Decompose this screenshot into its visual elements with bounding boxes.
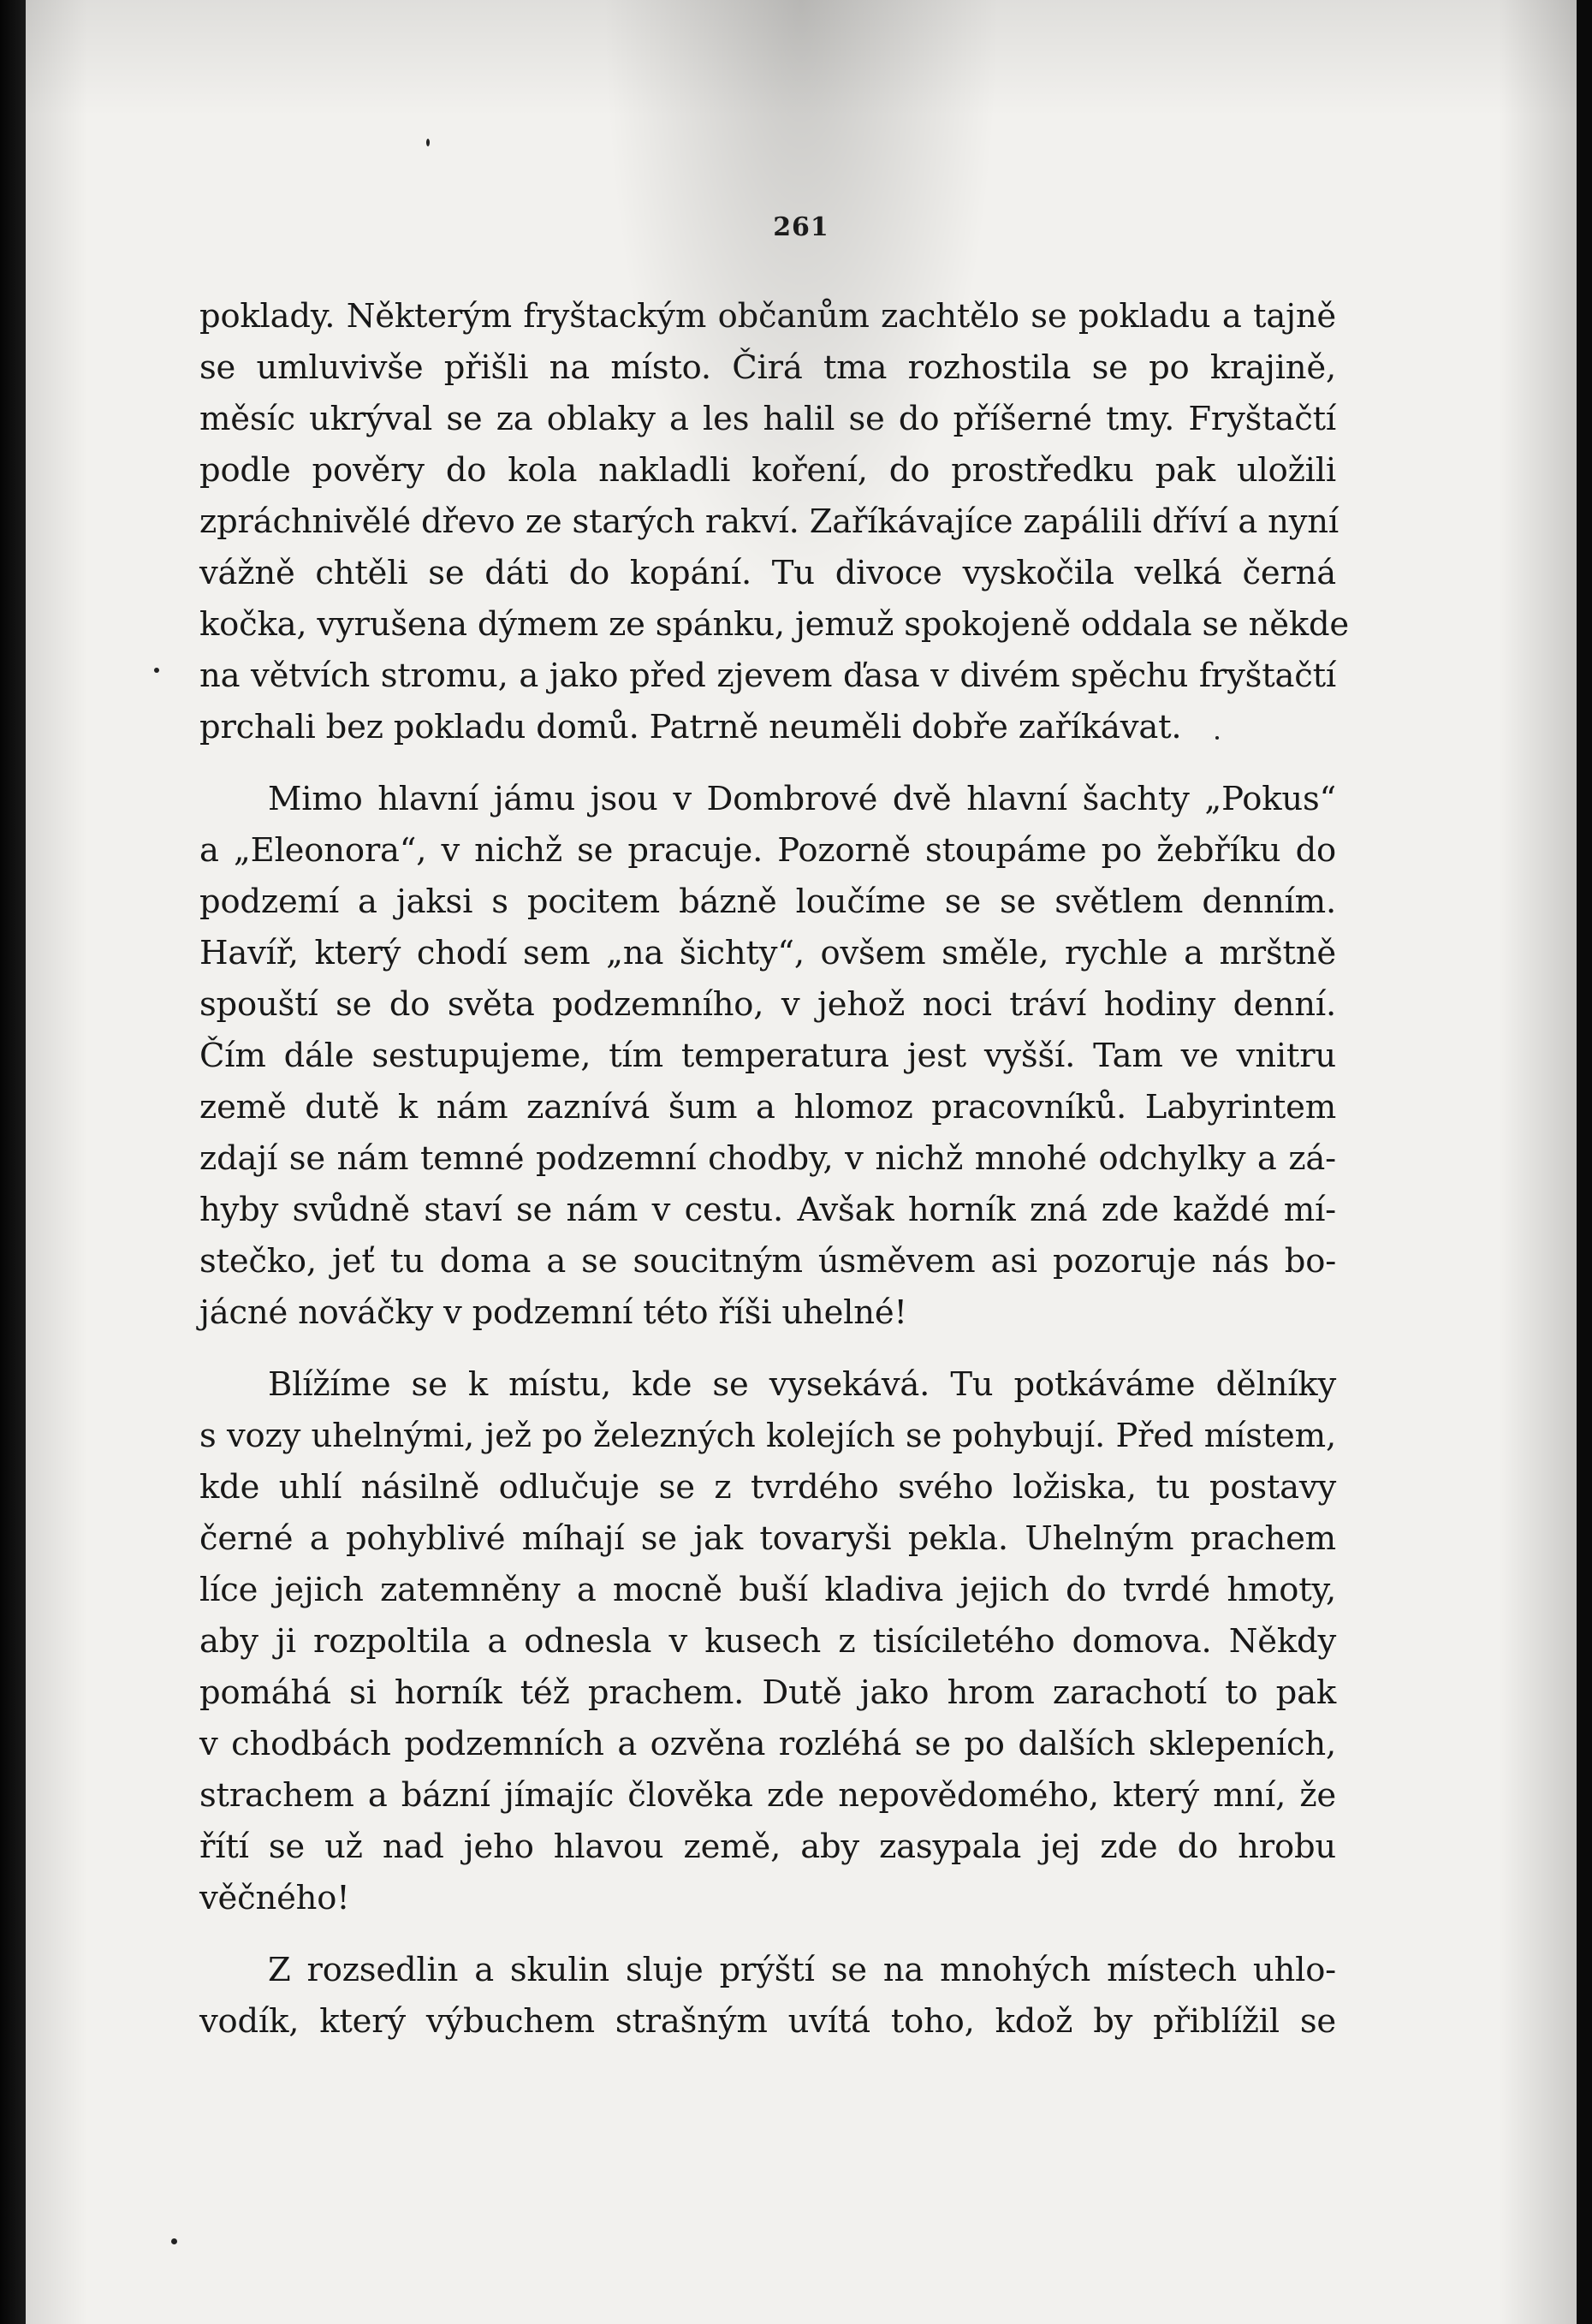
text-line: podzemí a jaksi s pocitem bázně loučíme se se světlem denním. [199,883,1336,921]
text-line: na větvích stromu, a jako před zjevem ďasa v divém spěchu fryštačtí [199,657,1336,695]
text-line: Mimo hlavní jámu jsou v Dombrové dvě hlavní šachty „Pokus“ [268,780,1336,818]
text-line: v chodbách podzemních a ozvěna rozléhá se po dalších sklepeních, [199,1725,1336,1763]
page-number: 261 [773,212,829,242]
text-line: aby ji rozpoltila a odnesla v kusech z tisíciletého domova. Někdy [199,1622,1336,1661]
text-line: se umluvivše přišli na místo. Čirá tma rozhostila se po krajině, [199,348,1336,387]
text-line: strachem a bázní jímajíc člověka zde nepovědomého, který mní, že [199,1776,1336,1815]
text-line: pomáhá si horník též prachem. Dutě jako hrom zarachotí to pak [199,1673,1336,1712]
scan-speck [426,139,430,146]
text-line: země dutě k nám zaznívá šum a hlomoz pracovníků. Labyrintem [199,1088,1336,1126]
text-line: poklady. Některým fryštackým občanům zachtělo se pokladu a tajně [199,297,1336,336]
text-line: stečko, jeť tu doma a se soucitným úsměvem asi pozoruje nás bo- [199,1242,1336,1281]
text-line: podle pověry do kola nakladli koření, do prostředku pak uložili [199,451,1336,490]
text-line: jácné nováčky v podzemní této říši uhelné! [199,1293,907,1332]
text-line: černé a pohyblivé míhají se jak tovaryši pekla. Uhelným prachem [199,1519,1336,1558]
text-line: vážně chtěli se dáti do kopání. Tu divoce vyskočila velká černá [199,554,1336,592]
scan-left-edge [0,0,26,2324]
text-line: vodík, který výbuchem strašným uvítá toho, kdož by přiblížil se [199,2002,1336,2041]
text-line: kočka, vyrušena dýmem ze spánku, jemuž spokojeně oddala se někde [199,605,1349,644]
text-line: kde uhlí násilně odlučuje se z tvrdého svého ložiska, tu postavy [199,1468,1336,1507]
book-page [26,0,1577,2324]
paragraph-1 [199,291,1349,753]
text-line: Blížíme se k místu, kde se vysekává. Tu potkáváme dělníky [268,1365,1336,1404]
text-line: prchali bez pokladu domů. Patrně neuměli dobře zaříkávat. [199,708,1182,746]
paragraph-2 [199,774,1336,1339]
scan-speck [171,2238,177,2244]
text-line: Havíř, který chodí sem „na šichty“, ovšem směle, rychle a mrštně [199,934,1336,972]
text-line: zdají se nám temné podzemní chodby, v nichž mnohé odchylky a zá- [199,1139,1336,1178]
text-line: s vozy uhelnými, jež po železných kolejích se pohybují. Před místem, [199,1417,1336,1455]
text-line: řítí se už nad jeho hlavou země, aby zasypala jej zde do hrobu [199,1828,1336,1866]
paragraph-4 [199,1945,1336,2048]
text-line: Čím dále sestupujeme, tím temperatura jest vyšší. Tam ve vnitru [199,1037,1336,1075]
text-line: Z rozsedlin a skulin sluje prýští se na mnohých místech uhlo- [268,1951,1336,1989]
scan-speck [154,668,159,673]
body-text [199,291,1349,2048]
text-line: líce jejich zatemněny a mocně buší kladiva jejich do tvrdé hmoty, [199,1571,1336,1609]
text-line: hyby svůdně staví se nám v cestu. Avšak horník zná zde každé mí- [199,1191,1336,1229]
text-line: a „Eleonora“, v nichž se pracuje. Pozorně stoupáme po žebříku do [199,831,1336,870]
text-line: měsíc ukrýval se za oblaky a les halil se do příšerné tmy. Fryštačtí [199,400,1336,438]
paragraph-3 [199,1359,1336,1924]
text-line: zpráchnivělé dřevo ze starých rakví. Zaříkávajíce zapálili dříví a nyní [199,502,1339,541]
text-line: spouští se do světa podzemního, v jehož noci tráví hodiny denní. [199,985,1336,1024]
scan-speck [1215,736,1219,740]
text-line: věčného! [199,1879,350,1917]
